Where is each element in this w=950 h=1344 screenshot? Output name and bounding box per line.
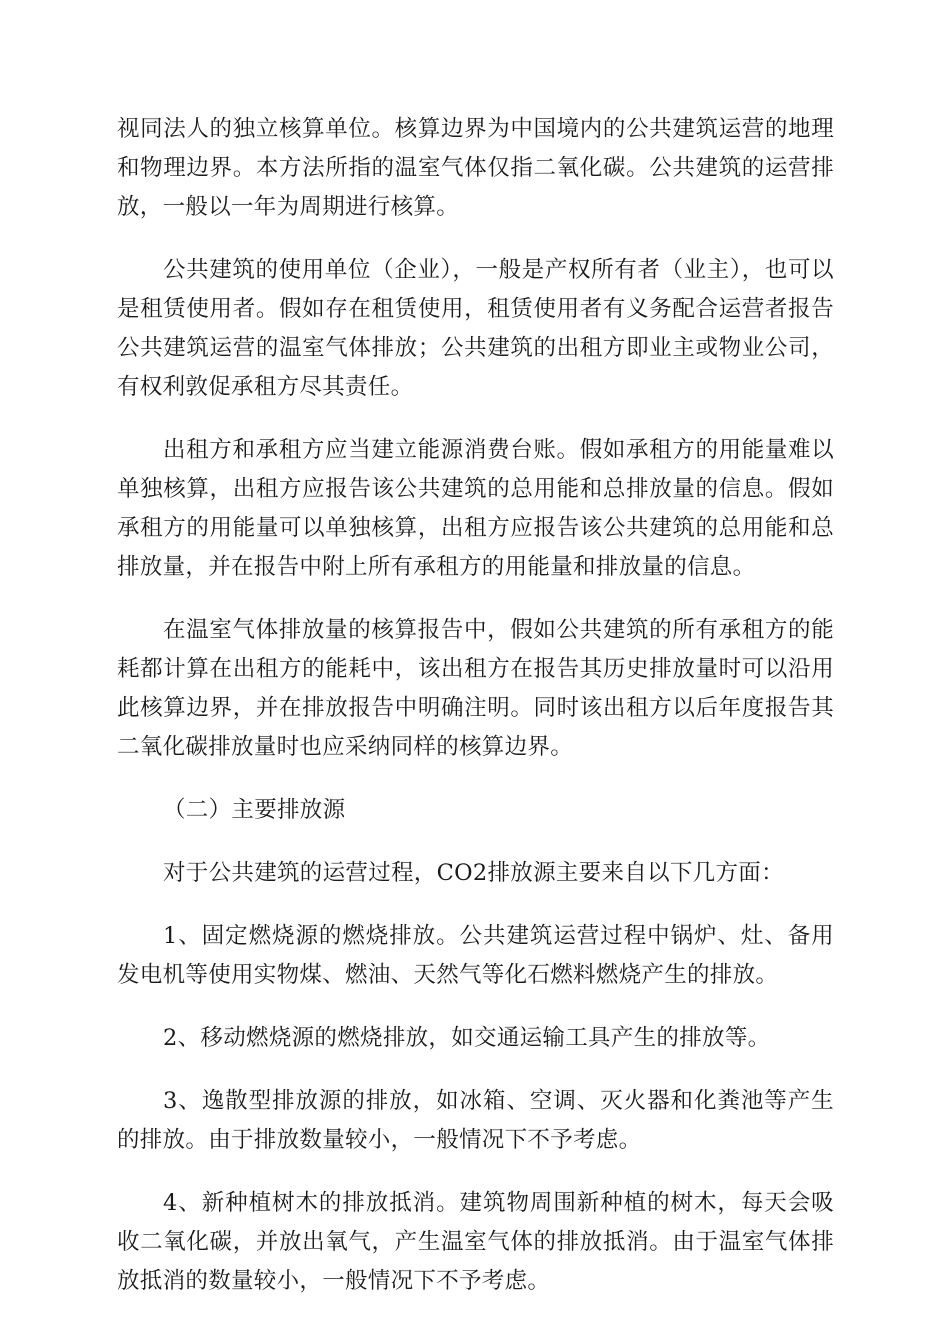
list-item-stationary-combustion: 1、固定燃烧源的燃烧排放。公共建筑运营过程中锅炉、灶、备用发电机等使用实物煤、燃油、天然气等化石燃料燃烧产生的排放。 (117, 923, 834, 988)
paragraph-energy-ledger: 出租方和承租方应当建立能源消费台账。假如承租方的用能量难以单独核算，出租方应报告该公共建筑的总用能和总排放量的信息。假如承租方的用能量可以单独核算，出租方应报告该公共建筑的总用能和总排放量，并在报告中附上所有承租方的用能量和排放量的信息。 (117, 437, 834, 580)
list-item-fugitive-emissions: 3、逸散型排放源的排放，如冰箱、空调、灭火器和化粪池等产生的排放。由于排放数量较小，一般情况下不予考虑。 (117, 1088, 834, 1153)
section-heading-main-sources: （二）主要排放源 (163, 797, 346, 823)
paragraph-accounting-boundary: 视同法人的独立核算单位。核算边界为中国境内的公共建筑运营的地理和物理边界。本方法所指的温室气体仅指二氧化碳。公共建筑的运营排放，一般以一年为周期进行核算。 (117, 116, 834, 220)
list-item-mobile-combustion: 2、移动燃烧源的燃烧排放，如交通运输工具产生的排放等。 (163, 1025, 771, 1051)
paragraph-report-boundary: 在温室气体排放量的核算报告中，假如公共建筑的所有承租方的能耗都计算在出租方的能耗中，该出租方在报告其历史排放量时可以沿用此核算边界，并在排放报告中明确注明。同时该出租方以后年度报告其二氧化碳排放量时也应采纳同样的核算边界。 (117, 617, 834, 760)
document-body (117, 110, 834, 1325)
list-item-tree-offset: 4、新种植树木的排放抵消。建筑物周围新种植的树木，每天会吸收二氧化碳，并放出氧气，产生温室气体的排放抵消。由于温室气体排放抵消的数量较小，一般情况下不予考虑。 (117, 1190, 834, 1294)
paragraph-user-unit: 公共建筑的使用单位（企业），一般是产权所有者（业主），也可以是租赁使用者。假如存在租赁使用，租赁使用者有义务配合运营者报告公共建筑运营的温室气体排放；公共建筑的出租方即业主或物业公司，有权利敦促承租方尽其责任。 (117, 257, 834, 400)
paragraph-sources-intro: 对于公共建筑的运营过程，CO2排放源主要来自以下几方面： (163, 860, 784, 886)
